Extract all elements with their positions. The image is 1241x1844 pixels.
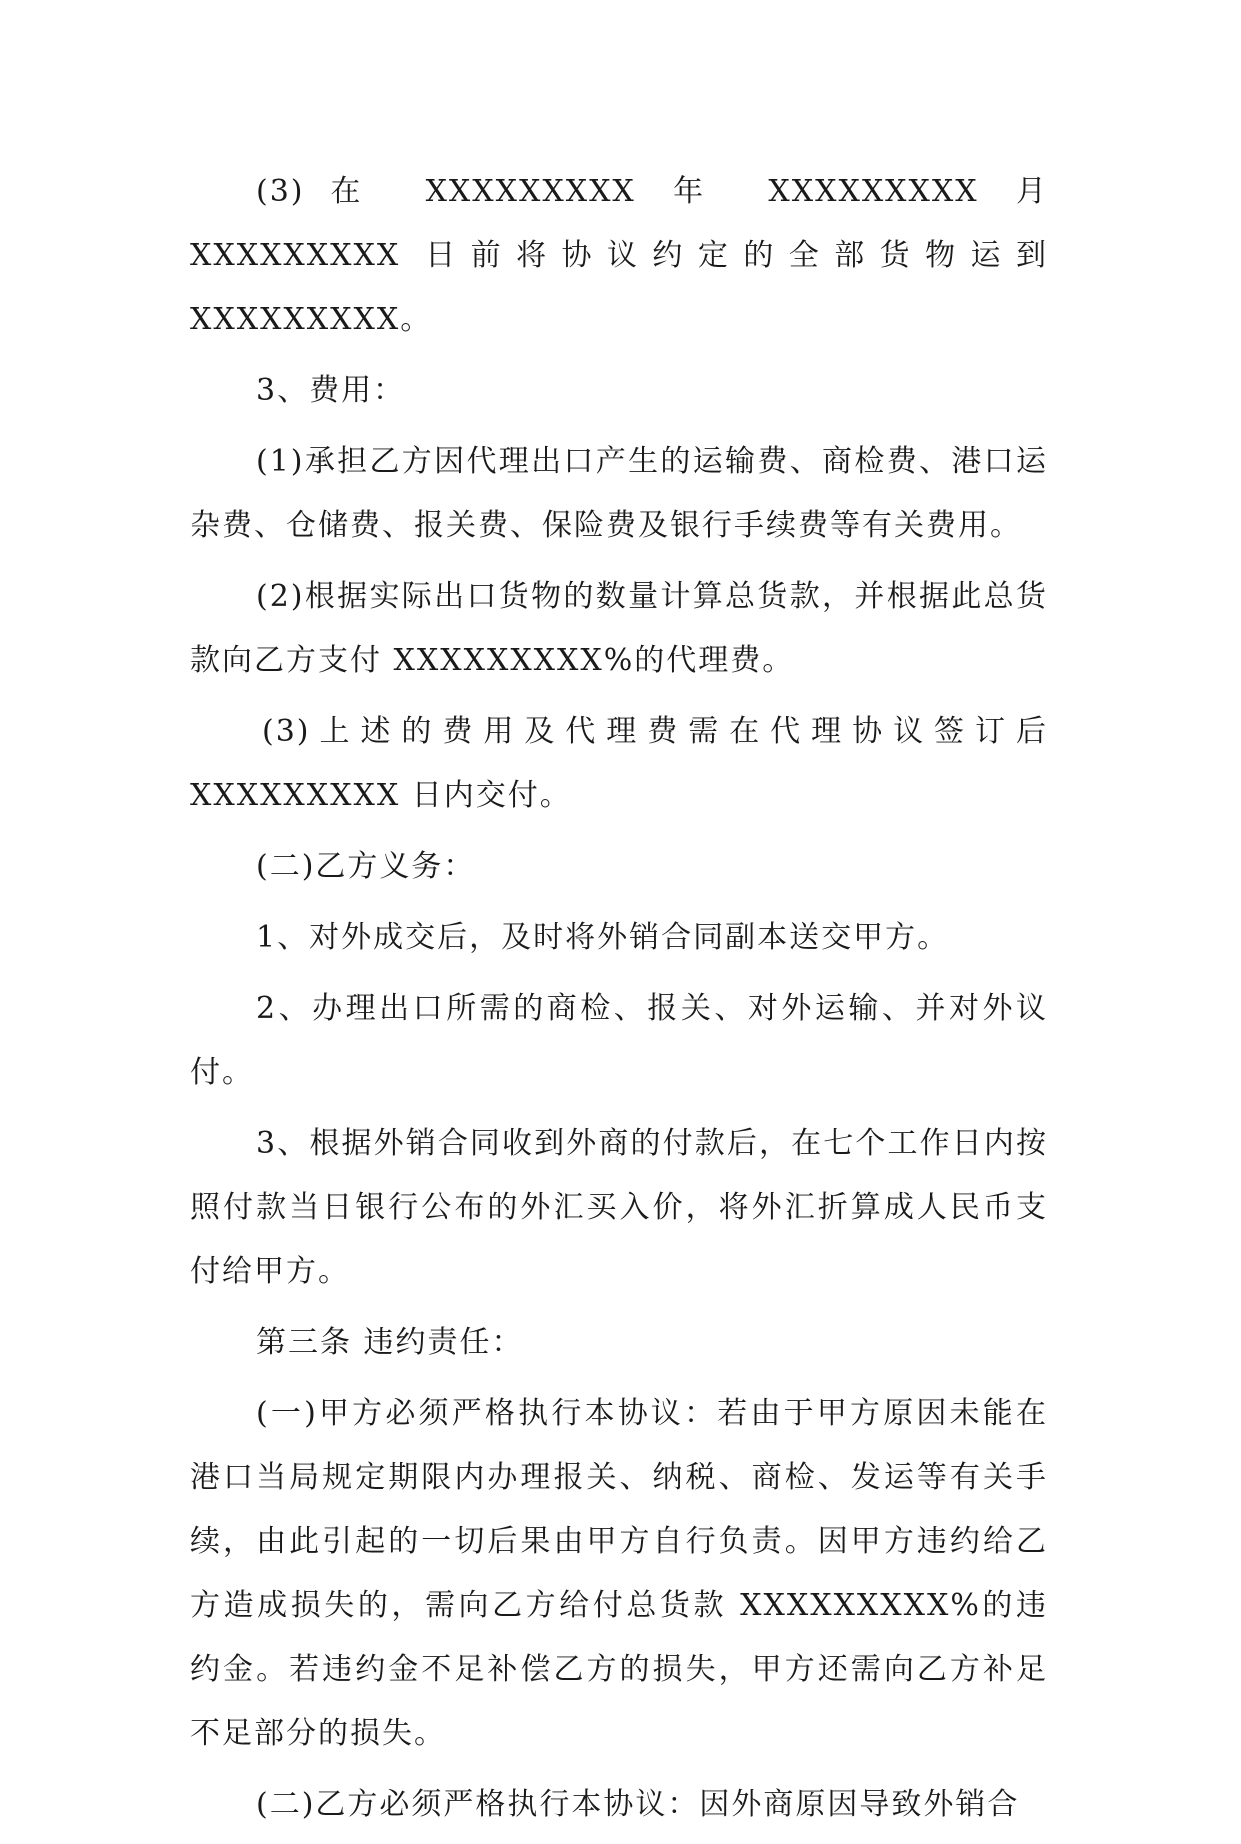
paragraph: (1)承担乙方因代理出口产生的运输费、商检费、港口运杂费、仓储费、报关费、保险费及银行手续费等有关费用。: [190, 444, 1048, 543]
paragraph: (二)乙方义务：: [256, 849, 476, 884]
paragraph: (3)在 XXXXXXXXX 年 XXXXXXXXX 月 XXXXXXXXX 日前将协议约定的全部货物运到 XXXXXXXXX。: [190, 174, 1060, 337]
paragraph: (二)乙方必须严格执行本协议：因外商原因导致外销合: [256, 1787, 1020, 1822]
paragraph: 3、费用：: [256, 373, 406, 408]
paragraph: 2、办理出口所需的商检、报关、对外运输、并对外议付。: [190, 991, 1048, 1090]
section-heading: 第三条 违约责任：: [256, 1325, 524, 1360]
paragraph: (2)根据实际出口货物的数量计算总货款，并根据此总货款向乙方支付 XXXXXXXXX%的代理费。: [190, 579, 1048, 678]
paragraph: (一)甲方必须严格执行本协议：若由于甲方原因未能在港口当局规定期限内办理报关、纳税、商检、发运等有关手续，由此引起的一切后果由甲方自行负责。因甲方违约给乙方造成损失的，需向乙方给付总货款 XXXXXXXXX%的违约金。若违约金不足补偿乙方的损失，甲方还需向乙方补足不足部分的损失。: [190, 1396, 1048, 1751]
paragraph: 3、根据外销合同收到外商的付款后，在七个工作日内按照付款当日银行公布的外汇买入价，将外汇折算成人民币支付给甲方。: [190, 1126, 1048, 1289]
document-page: [190, 160, 1060, 1844]
paragraph: 1、对外成交后，及时将外销合同副本送交甲方。: [256, 920, 950, 955]
paragraph: (3)上述的费用及代理费需在代理协议签订后 XXXXXXXXX 日内交付。: [190, 714, 1060, 813]
